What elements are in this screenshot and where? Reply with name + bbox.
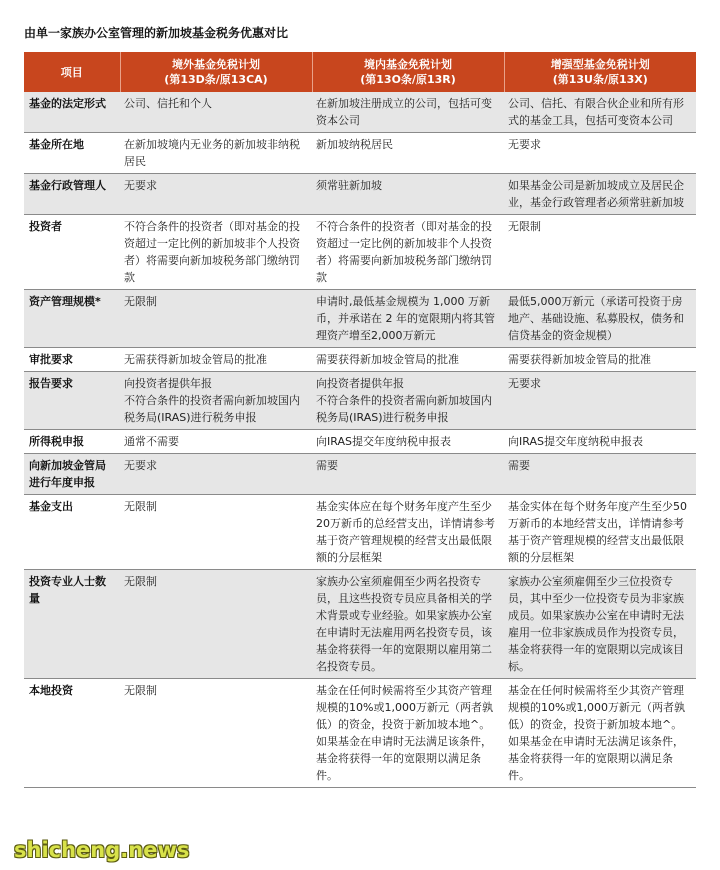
- watermark: shicheng.news: [14, 838, 190, 862]
- cell-offshore: 通常不需要: [120, 430, 312, 454]
- table-row: [24, 174, 696, 215]
- header-onshore-fund: 境内基金免税计划 (第13O条/原13R): [312, 52, 504, 92]
- cell-line: 不符合条件的投资者需向新加坡国内税务局(IRAS)进行税务申报: [316, 394, 492, 424]
- cell-line: 向投资者提供年报: [316, 377, 404, 390]
- cell-line: 不符合条件的投资者需向新加坡国内税务局(IRAS)进行税务申报: [124, 394, 300, 424]
- row-label: 报告要求: [24, 372, 120, 430]
- cell-onshore: 在新加坡注册成立的公司，包括可变资本公司: [312, 92, 504, 133]
- cell-offshore: 在新加坡境内无业务的新加坡非纳税居民: [120, 133, 312, 174]
- cell-offshore: 无需获得新加坡金管局的批准: [120, 348, 312, 372]
- row-label: 基金行政管理人: [24, 174, 120, 215]
- cell-onshore: 需要获得新加坡金管局的批准: [312, 348, 504, 372]
- table-row: [24, 290, 696, 348]
- row-label: 投资者: [24, 215, 120, 290]
- cell-enhanced: 家族办公室须雇佣至少三位投资专员，其中至少一位投资专员为非家族成员。如果家族办公室在申请时无法雇用一位非家族成员作为投资专员，基金将获得一年的宽限期以完成该目标。: [504, 570, 696, 679]
- cell-offshore: 无要求: [120, 454, 312, 495]
- cell-enhanced: 基金实体在每个财务年度产生至少50万新币的本地经营支出，详情请参考基于资产管理规模的经营支出最低限额的分层框架: [504, 495, 696, 570]
- cell-offshore: 公司、信托和个人: [120, 92, 312, 133]
- cell-enhanced: 无要求: [504, 372, 696, 430]
- table-row: [24, 215, 696, 290]
- cell-offshore: 无要求: [120, 174, 312, 215]
- cell-enhanced: 需要: [504, 454, 696, 495]
- cell-enhanced: 无要求: [504, 133, 696, 174]
- cell-line: 向投资者提供年报: [124, 377, 212, 390]
- cell-onshore: 申请时,最低基金规模为 1,000 万新币，并承诺在 2 年的宽限期内将其管理资产增至2,000万新元: [312, 290, 504, 348]
- cell-onshore: 基金实体应在每个财务年度产生至少20万新币的总经营支出，详情请参考基于资产管理规模的经营支出最低限额的分层框架: [312, 495, 504, 570]
- row-label: 本地投资: [24, 679, 120, 788]
- header-offshore-fund: 境外基金免税计划 (第13D条/原13CA): [120, 52, 312, 92]
- page-title: 由单一家族办公室管理的新加坡基金税务优惠对比: [24, 26, 289, 40]
- cell-offshore: 无限制: [120, 290, 312, 348]
- cell-enhanced: 无限制: [504, 215, 696, 290]
- cell-onshore: 向IRAS提交年度纳税申报表: [312, 430, 504, 454]
- header-enhanced-fund: 增强型基金免税计划 (第13U条/原13X): [504, 52, 696, 92]
- cell-onshore: 需要: [312, 454, 504, 495]
- table-row: [24, 372, 696, 430]
- row-label: 基金的法定形式: [24, 92, 120, 133]
- cell-onshore: 新加坡纳税居民: [312, 133, 504, 174]
- cell-offshore: [120, 372, 312, 430]
- table-row: [24, 348, 696, 372]
- cell-enhanced: 需要获得新加坡金管局的批准: [504, 348, 696, 372]
- row-label: 基金所在地: [24, 133, 120, 174]
- cell-onshore: [312, 372, 504, 430]
- cell-offshore: 无限制: [120, 495, 312, 570]
- cell-onshore: 基金在任何时候需将至少其资产管理规模的10%或1,000万新元（两者孰低）的资金，投资于新加坡本地^。如果基金在申请时无法满足该条件，基金将获得一年的宽限期以满足条件。: [312, 679, 504, 788]
- table-row: [24, 430, 696, 454]
- row-label: 资产管理规模*: [24, 290, 120, 348]
- cell-enhanced: 公司、信托、有限合伙企业和所有形式的基金工具，包括可变资本公司: [504, 92, 696, 133]
- table-row: [24, 679, 696, 788]
- cell-onshore: 家族办公室须雇佣至少两名投资专员，且这些投资专员应具备相关的学术背景或专业经验。如果家族办公室在申请时无法雇用两名投资专员，该基金将获得一年的宽限期以雇用第二名投资专员。: [312, 570, 504, 679]
- cell-onshore: 不符合条件的投资者（即对基金的投资超过一定比例的新加坡非个人投资者）将需要向新加坡税务部门缴纳罚款: [312, 215, 504, 290]
- table-row: [24, 454, 696, 495]
- table-row: [24, 570, 696, 679]
- comparison-table: [24, 52, 696, 788]
- cell-offshore: 无限制: [120, 679, 312, 788]
- table-row: [24, 92, 696, 133]
- row-label: 基金支出: [24, 495, 120, 570]
- row-label: 所得税申报: [24, 430, 120, 454]
- cell-offshore: 无限制: [120, 570, 312, 679]
- row-label: 投资专业人士数量: [24, 570, 120, 679]
- table-header-row: [24, 52, 696, 92]
- cell-enhanced: 基金在任何时候需将至少其资产管理规模的10%或1,000万新元（两者孰低）的资金，投资于新加坡本地^。如果基金在申请时无法满足该条件，基金将获得一年的宽限期以满足条件。: [504, 679, 696, 788]
- table-row: [24, 133, 696, 174]
- cell-enhanced: 向IRAS提交年度纳税申报表: [504, 430, 696, 454]
- row-label: 审批要求: [24, 348, 120, 372]
- row-label: 向新加坡金管局进行年度申报: [24, 454, 120, 495]
- cell-onshore: 须常驻新加坡: [312, 174, 504, 215]
- cell-enhanced: 最低5,000万新元（承诺可投资于房地产、基础设施、私募股权，债务和信贷基金的资金规模）: [504, 290, 696, 348]
- cell-enhanced: 如果基金公司是新加坡成立及居民企业，基金行政管理者必须常驻新加坡: [504, 174, 696, 215]
- table-row: [24, 495, 696, 570]
- header-item: 项目: [24, 52, 120, 92]
- cell-offshore: 不符合条件的投资者（即对基金的投资超过一定比例的新加坡非个人投资者）将需要向新加坡税务部门缴纳罚款: [120, 215, 312, 290]
